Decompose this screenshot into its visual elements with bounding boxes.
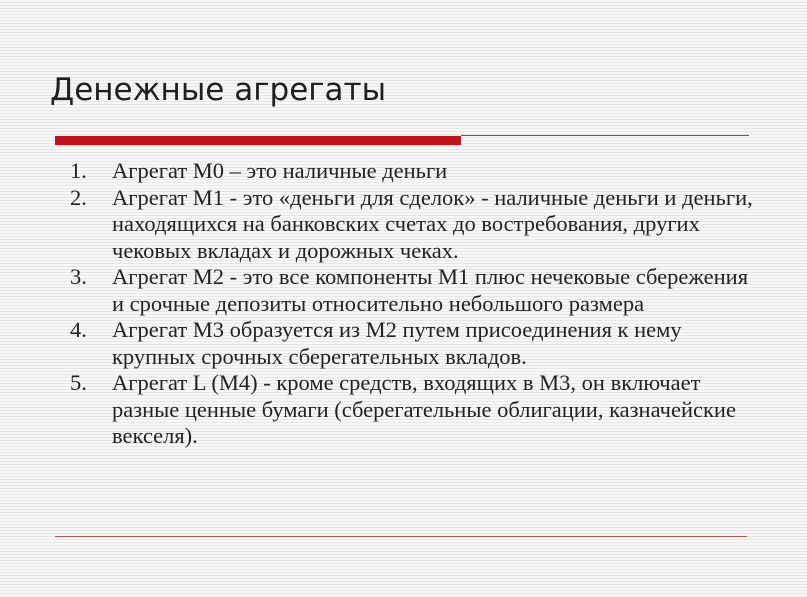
list-item bbox=[70, 185, 760, 265]
list-item-number: 3. bbox=[70, 264, 87, 289]
title-accent-bar bbox=[55, 136, 461, 145]
list-item-number: 2. bbox=[70, 184, 87, 210]
list-item-text: Агрегат М0 – это наличные деньги bbox=[112, 158, 448, 183]
list-item bbox=[70, 370, 760, 450]
list-item-text: Агрегат М1 - это «деньги для сделок» - наличные деньги и деньги, находящихся на банковских счетах до востребования, других чековых вкладах и дорожных чеках. bbox=[112, 184, 753, 263]
list-item bbox=[70, 264, 760, 317]
list-item bbox=[70, 317, 760, 370]
slide-title: Денежные агрегаты bbox=[50, 72, 387, 108]
list-item-text: Агрегат М2 - это все компоненты М1 плюс нечековые сбережения и срочные депозиты относительно небольшого размера bbox=[112, 264, 749, 316]
list-item-number: 5. bbox=[70, 370, 87, 395]
aggregate-list bbox=[70, 158, 760, 450]
list-item-number: 1. bbox=[70, 158, 87, 183]
list-item-text: Агрегат L (М4) - кроме средств, входящих в М3, он включает разные ценные бумаги (сберегательные облигации, казначейские векселя). bbox=[112, 370, 736, 448]
footer-divider bbox=[55, 536, 747, 537]
title-accent-line bbox=[461, 135, 749, 136]
list-item-text: Агрегат М3 образуется из М2 путем присоединения к нему крупных срочных сберегательных вкладов. bbox=[112, 317, 682, 369]
list-item bbox=[70, 158, 760, 185]
list-item-number: 4. bbox=[70, 317, 87, 342]
